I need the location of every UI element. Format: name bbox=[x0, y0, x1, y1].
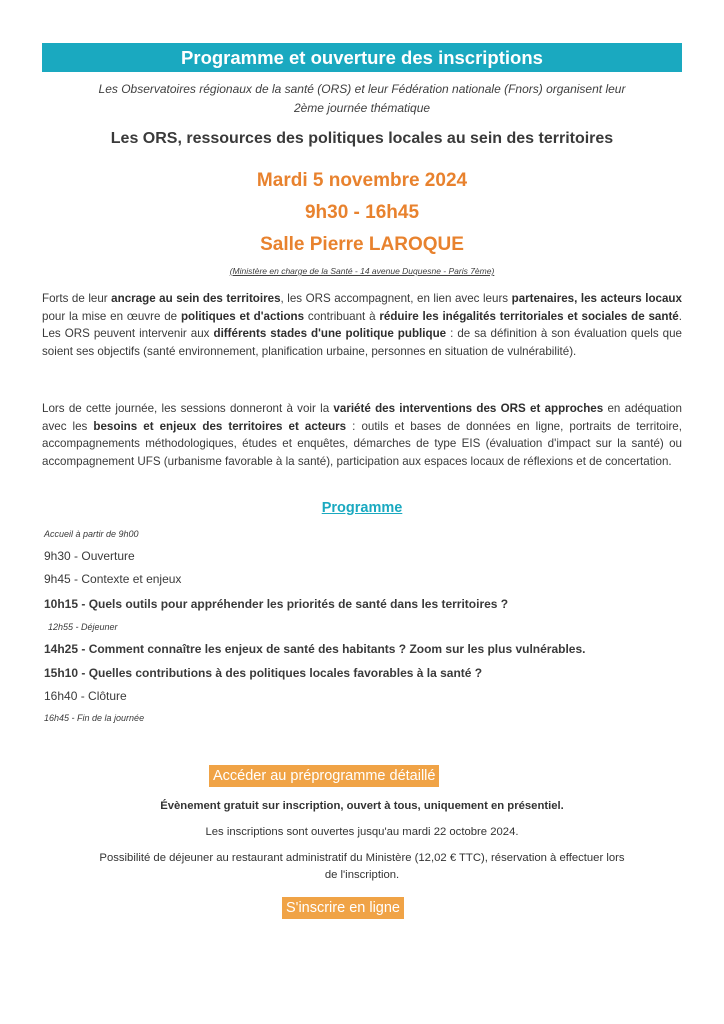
programme-heading: Programme bbox=[321, 500, 403, 516]
paragraph-1-emphasis: différents stades d'une politique publique bbox=[213, 327, 447, 340]
agenda-item: 16h45 - Fin de la journée bbox=[44, 713, 145, 723]
intro-line-2: 2ème journée thématique bbox=[293, 101, 431, 115]
paragraph-2-text: Lors de cette journée, les sessions donneront à voir la bbox=[42, 402, 334, 415]
paragraph-1-text: : de sa définition à son évaluation quels que soient ses objectifs (santé environnement, planification urbaine, personnes en situation de vulnérabilité). bbox=[42, 327, 682, 358]
paragraph-1-emphasis: ancrage au sein des territoires bbox=[111, 292, 281, 305]
paragraph-1 bbox=[42, 290, 682, 360]
page-banner bbox=[42, 43, 682, 72]
paragraph-2-emphasis: besoins et enjeux des territoires et acteurs bbox=[93, 419, 347, 433]
paragraph-1-emphasis: politiques et d'actions bbox=[180, 309, 305, 323]
agenda-item: 12h55 - Déjeuner bbox=[48, 622, 118, 632]
paragraph-1-text: . Les ORS peuvent intervenir aux bbox=[42, 309, 682, 340]
paragraph-1-text: contribuant à bbox=[304, 309, 380, 323]
paragraph-2 bbox=[42, 400, 682, 470]
event-time: 9h30 - 16h45 bbox=[304, 202, 420, 223]
paragraph-1-text: Forts de leur bbox=[42, 292, 112, 305]
banner-title: Programme et ouverture des inscriptions bbox=[181, 46, 543, 68]
free-event-note: Évènement gratuit sur inscription, ouvert à tous, uniquement en présentiel. bbox=[160, 800, 564, 812]
paragraph-1-text: pour la mise en œuvre de bbox=[42, 309, 181, 323]
agenda-item: 15h10 - Quelles contributions à des politiques locales favorables à la santé ? bbox=[44, 666, 483, 680]
agenda-item: 14h25 - Comment connaître les enjeux de santé des habitants ? Zoom sur les plus vulnérables. bbox=[44, 642, 586, 656]
lunch-note-line-2: de l'inscription. bbox=[324, 869, 400, 881]
event-date: Mardi 5 novembre 2024 bbox=[256, 170, 468, 191]
venue-address: (Ministère en charge de la Santé - 14 avenue Duquesne - Paris 7ème) bbox=[229, 266, 495, 276]
paragraph-2-text: en adéquation avec les bbox=[42, 402, 683, 433]
paragraph-1-emphasis: partenaires, les acteurs locaux bbox=[511, 292, 682, 305]
paragraph-1-text: , les ORS accompagnent, en lien avec leurs bbox=[280, 292, 512, 305]
agenda-item: Accueil à partir de 9h00 bbox=[44, 529, 139, 539]
event-subtitle: Les ORS, ressources des politiques locales au sein des territoires bbox=[110, 130, 614, 147]
intro-line-1: Les Observatoires régionaux de la santé (ORS) et leur Fédération nationale (Fnors) organisent leur bbox=[98, 82, 626, 96]
preprogram-link-button[interactable]: Accéder au préprogramme détaillé bbox=[209, 765, 439, 787]
agenda-item: 10h15 - Quels outils pour appréhender les priorités de santé dans les territoires ? bbox=[44, 597, 509, 611]
paragraph-2-text: : outils et bases de données en ligne, portraits de territoire, accompagnements méthodologiques, études et enquêtes, démarches de type EIS (évaluation d'impact sur la santé) ou accompagnement UFS (urbanisme favorable à la santé), participation aux espaces locaux de réflexions et de concertation. bbox=[42, 419, 682, 468]
lunch-note-line-1: Possibilité de déjeuner au restaurant administratif du Ministère (12,02 € TTC), réservation à effectuer lors bbox=[99, 852, 625, 864]
event-venue: Salle Pierre LAROQUE bbox=[260, 234, 464, 255]
agenda-item: 16h40 - Clôture bbox=[44, 689, 127, 703]
paragraph-2-emphasis: variété des interventions des ORS et approches bbox=[333, 402, 604, 415]
register-online-button[interactable]: S'inscrire en ligne bbox=[282, 897, 404, 919]
lunch-note bbox=[42, 850, 682, 884]
registration-deadline: Les inscriptions sont ouvertes jusqu'au mardi 22 octobre 2024. bbox=[205, 826, 519, 838]
intro-text bbox=[60, 80, 664, 118]
agenda-item: 9h30 - Ouverture bbox=[44, 549, 135, 563]
paragraph-1-emphasis: réduire les inégalités territoriales et sociales de santé bbox=[379, 309, 679, 323]
agenda-item: 9h45 - Contexte et enjeux bbox=[44, 572, 182, 586]
